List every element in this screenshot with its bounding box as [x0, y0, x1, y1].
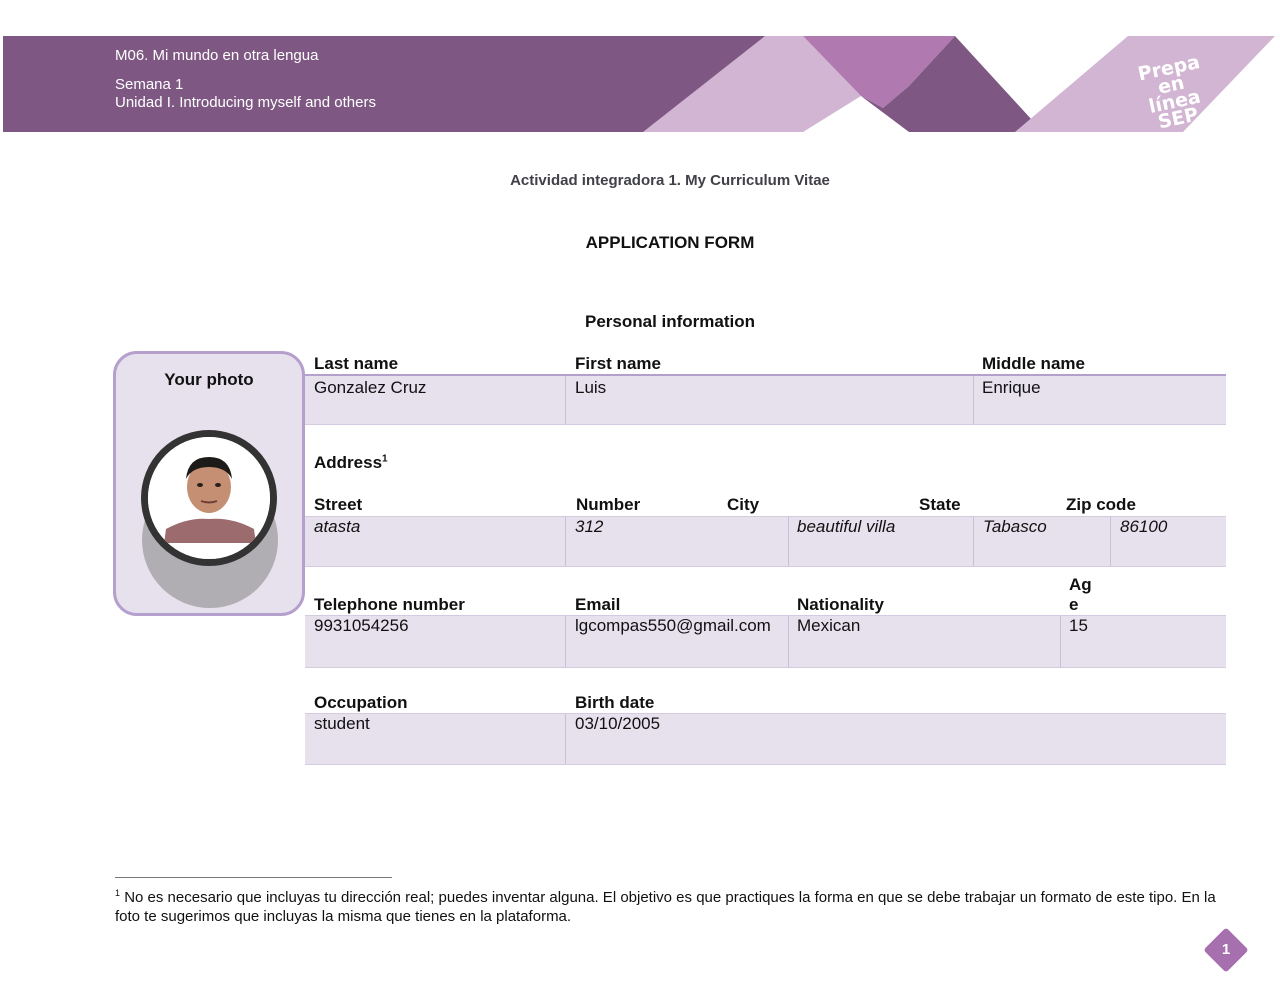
divider — [565, 376, 566, 424]
form-title: APPLICATION FORM — [585, 233, 755, 252]
footnote-mark: 1 — [115, 888, 121, 898]
city-field[interactable]: beautiful villa — [797, 517, 896, 536]
footnote-reference[interactable]: 1 — [382, 453, 388, 465]
footnote — [115, 884, 1230, 926]
week-label: Semana 1 — [115, 76, 184, 93]
divider — [1110, 517, 1111, 566]
photo-card[interactable] — [113, 351, 305, 616]
divider — [788, 517, 789, 566]
email-label: Email — [575, 595, 621, 614]
nationality-field[interactable]: Mexican — [797, 616, 861, 635]
row-rule — [305, 424, 1226, 425]
telephone-label: Telephone number — [314, 595, 465, 614]
last-name-field[interactable]: Gonzalez Cruz — [314, 378, 427, 397]
zip-code-label: Zip code — [1066, 495, 1136, 514]
divider — [788, 616, 789, 667]
birth-date-field[interactable]: 03/10/2005 — [575, 714, 661, 733]
age-field[interactable]: 15 — [1069, 616, 1088, 635]
divider — [1060, 616, 1061, 667]
person-avatar-icon — [148, 437, 270, 559]
profile-photo — [141, 430, 277, 566]
number-field[interactable]: 312 — [575, 517, 604, 536]
state-label: State — [919, 495, 961, 514]
divider — [973, 376, 974, 424]
name-row-band — [305, 376, 1226, 424]
email-field[interactable]: lgcompas550@gmail.com — [575, 616, 771, 635]
course-title: M06. Mi mundo en otra lengua — [115, 47, 319, 64]
divider — [565, 616, 566, 667]
occupation-label: Occupation — [314, 693, 408, 712]
birth-date-label: Birth date — [575, 693, 655, 712]
unit-label: Unidad I. Introducing myself and others — [115, 94, 376, 111]
address-title: Address — [314, 453, 383, 472]
divider — [565, 714, 566, 764]
number-label: Number — [576, 495, 641, 514]
state-field[interactable]: Tabasco — [983, 517, 1047, 536]
first-name-label: First name — [575, 354, 661, 373]
occupation-field[interactable]: student — [314, 714, 370, 733]
last-name-label: Last name — [314, 354, 399, 373]
street-label: Street — [314, 495, 363, 514]
zip-code-field[interactable]: 86100 — [1120, 517, 1168, 536]
middle-name-field[interactable]: Enrique — [982, 378, 1041, 397]
footnote-separator — [115, 877, 392, 878]
activity-title: Actividad integradora 1. My Curriculum Vitae — [510, 172, 830, 189]
footnote-text: No es necesario que incluyas tu dirección real; puedes inventar alguna. El objetivo es que practiques la forma en que se debe trabajar un formato de este tipo. En la foto te sugerimos que incluyas la misma que tienes en la plataforma. — [115, 889, 1216, 925]
section-title: Personal information — [584, 312, 756, 331]
street-field[interactable]: atasta — [314, 517, 361, 536]
photo-label: Your photo — [164, 370, 254, 389]
page-number: 1 — [1221, 941, 1231, 958]
middle-name-label: Middle name — [982, 354, 1085, 373]
row-rule — [305, 566, 1226, 567]
telephone-field[interactable]: 9931054256 — [314, 616, 409, 635]
age-label-part2: e — [1069, 595, 1079, 614]
prepa-en-linea-logo: Prepa en línea SEP — [1135, 51, 1203, 134]
city-label: City — [727, 495, 760, 514]
age-label-part1: Ag — [1069, 575, 1092, 594]
occupation-row-band — [305, 714, 1226, 764]
address-heading — [314, 453, 388, 473]
row-rule — [305, 764, 1226, 765]
nationality-label: Nationality — [797, 595, 884, 614]
address-row-band — [305, 517, 1226, 566]
divider — [565, 517, 566, 566]
divider — [973, 517, 974, 566]
first-name-field[interactable]: Luis — [575, 378, 607, 397]
row-rule — [305, 667, 1226, 668]
